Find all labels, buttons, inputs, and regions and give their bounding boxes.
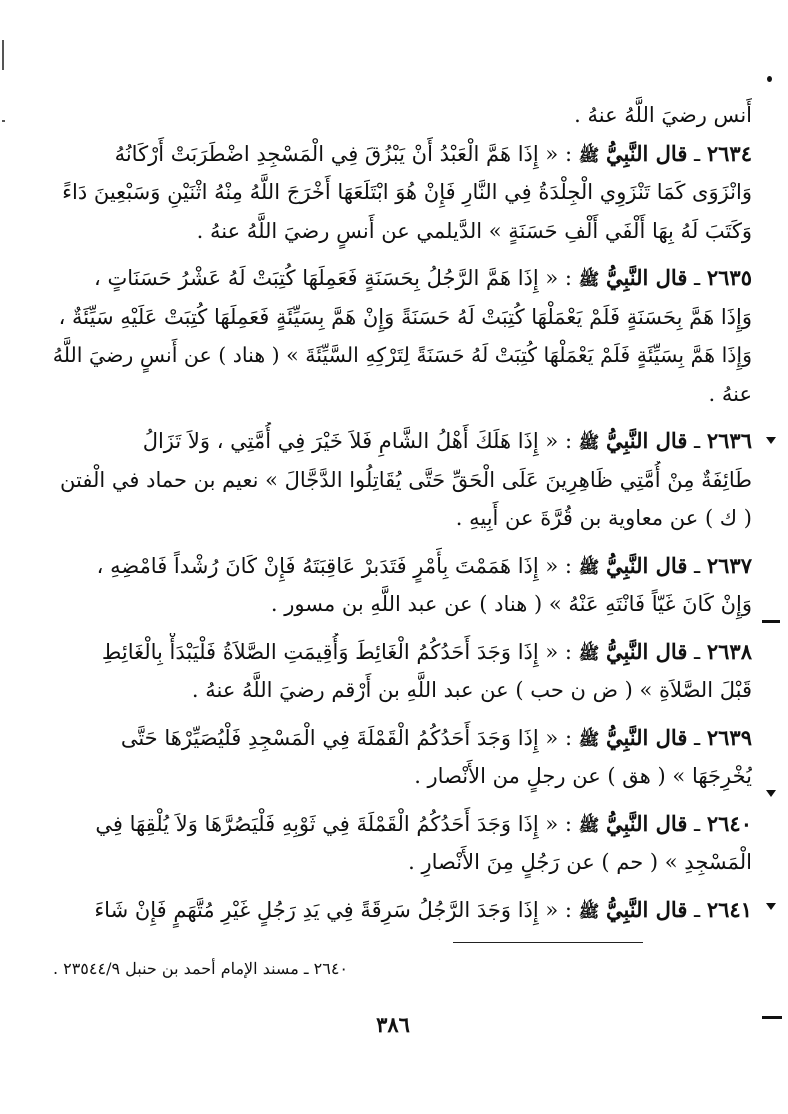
hadith-speaker: قال النَّبِيُّ — [605, 810, 688, 836]
margin-arrow-mark — [766, 903, 776, 910]
margin-arrow-mark — [766, 437, 776, 444]
intro-line: أَنس رضيَ اللَّهُ عنهُ . — [574, 103, 752, 127]
hadith-line: ٢٦٣٧ ـ قال النَّبِيُّ ﷺ : « إِذَا هَمَمْتَ بِأَمْرٍ فَتَدَبرْ عَاقِبَتَهُ فَإِنْ كَانَ رُشْداً فَامْضِهِ ، — [96, 552, 752, 578]
hadith-text: وَإِذَا هَمَّ بِحَسَنَةٍ فَلَمْ يَعْمَلْهَا كُتِبَتْ لَهُ حَسَنَةً وَإِنْ هَمَّ بِسَيِّئَةٍ فَعَمِلَهَا كُتِبَتْ عَلَيْهِ سَيِّئَةٌ ، — [58, 304, 752, 329]
hadith-speaker: قال النَّبِيُّ — [605, 896, 688, 922]
salutation-symbol: ﷺ — [578, 145, 600, 166]
hadith-speaker: قال النَّبِيُّ — [605, 265, 688, 290]
hadith-speaker: قال النَّبِيُّ — [605, 552, 688, 578]
hadith-speaker: قال النَّبِيُّ — [605, 428, 688, 453]
salutation-symbol: ﷺ — [578, 643, 600, 664]
hadith-number: ٢٦٣٩ — [706, 724, 752, 750]
scan-edge-mark — [2, 40, 4, 70]
margin-dash-mark — [762, 620, 780, 623]
hadith-line: ٢٦٣٨ ـ قال النَّبِيُّ ﷺ : « إِذَا وَجَدَ أَحَدُكُمُ الْغَائِطَ وَأُقِيمَتِ الصَّلاَةُ فَلْيَبْدَأْ بِالْغَائِطِ — [101, 638, 752, 664]
salutation-symbol: ﷺ — [578, 270, 600, 290]
hadith-line — [40, 671, 752, 710]
hadith-line — [40, 585, 752, 624]
hadith-entry — [40, 633, 752, 710]
hadith-text: وَإِنْ كَانَ غَيّاً فَانْتَهِ عَنْهُ » ( هناد ) عن عبد اللَّهِ بن مسور . — [270, 592, 752, 616]
salutation-symbol: ﷺ — [578, 901, 600, 922]
hadith-entry — [40, 135, 752, 251]
hadith-line: ٢٦٣٦ ـ قال النَّبِيُّ ﷺ : « إِذَا هَلَكَ أَهْلُ الشَّامِ فَلاَ خَيْرَ فِي أُمَّتِي ، وَلاَ تَزَالُ — [142, 428, 752, 453]
salutation-symbol: ﷺ — [578, 815, 600, 836]
hadith-number: ٢٦٤٠ — [706, 810, 752, 836]
hadith-line: ٢٦٤١ ـ قال النَّبِيُّ ﷺ : « إِذَا وَجَدَ الرَّجُلُ سَرِقَةً فِي يَدِ رَجُلٍ غَيْرِ مُتَّهَمٍ فَإِنْ شَاءَ — [94, 896, 752, 922]
margin-arrow-mark — [766, 790, 776, 797]
margin-dot-mark — [767, 76, 772, 82]
hadith-text: : « إِذَا وَجَدَ أَحَدُكُمُ الْقَمْلَةَ فِي ثَوْبِهِ فَلْيَصُرَّهَا وَلاَ يُلْقِهَا فِي — [95, 811, 573, 836]
hadith-text: وَانْزَوَى كَمَا تَنْزَوِي الْجِلْدَةُ فِي النَّارِ فَإِنْ هُوَ ابْتَلَعَهَا أَخْرَجَ اللَّهُ مِنْهُ اثْنَيْنِ وَسَبْعِينَ دَاءً — [62, 180, 752, 204]
salutation-symbol: ﷺ — [578, 433, 600, 453]
hadith-speaker: قال النَّبِيُّ — [605, 140, 688, 166]
page-number: ٣٨٦ — [376, 1012, 410, 1037]
hadith-text: : « إِذَا وَجَدَ أَحَدُكُمُ الْغَائِطَ وَأُقِيمَتِ الصَّلاَةُ فَلْيَبْدَأْ بِالْغَائِطِ — [101, 639, 573, 664]
hadith-text: : « إِذَا هَمَّ الرَّجُلُ بِحَسَنَةٍ فَعَمِلَهَا كُتِبَتْ لَهُ عَشْرُ حَسَنَاتٍ ، — [94, 266, 573, 290]
hadith-text: ( ك ) عن معاوية بن قُرَّةَ عن أَبِيهِ . — [455, 506, 752, 530]
footnote: ٢٦٤٠ ـ مسند الإمام أحمد بن حنبل ٢٣٥٤٤/٩ . — [52, 959, 348, 978]
hadith-number: ٢٦٣٦ — [706, 428, 752, 453]
hadith-text: : « إِذَا هَلَكَ أَهْلُ الشَّامِ فَلاَ خَيْرَ فِي أُمَّتِي ، وَلاَ تَزَالُ — [142, 429, 573, 453]
hadith-line — [40, 298, 752, 337]
hadith-text: عنهُ . — [708, 381, 752, 406]
hadith-text: قَبْلَ الصَّلاَةِ » ( ض ن حب ) عن عبد اللَّهِ بن أَرْقم رضيَ اللَّهُ عنهُ . — [191, 678, 752, 702]
hadith-text: طَائِفَةٌ مِنْ أُمَّتِي ظَاهِرِينَ عَلَى الْحَقِّ حَتَّى يُقَاتِلُوا الدَّجَّالَ » نعيم بن حماد في الْفتن — [60, 467, 752, 492]
hadith-text: : « إِذَا هَمَمْتَ بِأَمْرٍ فَتَدَبرْ عَاقِبَتَهُ فَإِنْ كَانَ رُشْداً فَامْضِهِ ، — [96, 553, 573, 578]
hadith-text: يُخْرِجَهَا » ( هق ) عن رجلٍ من الأَنْصار . — [414, 764, 752, 788]
hadith-text: : « إِذَا وَجَدَ أَحَدُكُمُ الْقَمْلَةَ فِي الْمَسْجِدِ فَلْيُصَيِّرْهَا حَتَّى — [120, 725, 573, 750]
hadith-entry — [40, 805, 752, 882]
salutation-symbol: ﷺ — [578, 729, 600, 750]
hadith-line: ٢٦٣٩ ـ قال النَّبِيُّ ﷺ : « إِذَا وَجَدَ أَحَدُكُمُ الْقَمْلَةَ فِي الْمَسْجِدِ فَلْيُصَيِّرْهَا حَتَّى — [120, 724, 752, 750]
hadith-line — [40, 212, 752, 251]
hadith-entry — [40, 547, 752, 624]
hadith-line: ٢٦٣٥ ـ قال النَّبِيُّ ﷺ : « إِذَا هَمَّ الرَّجُلُ بِحَسَنَةٍ فَعَمِلَهَا كُتِبَتْ لَهُ عَشْرُ حَسَنَاتٍ ، — [94, 265, 752, 290]
footnote-rule — [453, 942, 643, 943]
hadith-line — [40, 757, 752, 796]
hadith-text: الْمَسْجِدِ » ( حم ) عن رَجُلٍ مِنَ الأَنْصارِ . — [408, 850, 752, 874]
hadith-line: ٢٦٤٠ ـ قال النَّبِيُّ ﷺ : « إِذَا وَجَدَ أَحَدُكُمُ الْقَمْلَةَ فِي ثَوْبِهِ فَلْيَصُرَّهَا وَلاَ يُلْقِهَا فِي — [95, 810, 752, 836]
hadith-text: : « إِذَا وَجَدَ الرَّجُلُ سَرِقَةً فِي يَدِ رَجُلٍ غَيْرِ مُتَّهَمٍ فَإِنْ شَاءَ — [94, 897, 573, 922]
scan-edge-mark — [2, 120, 5, 122]
hadith-number: ٢٦٣٨ — [706, 638, 752, 664]
hadith-number: ٢٦٣٧ — [706, 552, 752, 578]
hadith-number: ٢٦٣٤ — [706, 140, 752, 166]
hadith-line — [40, 173, 752, 212]
page-body — [40, 96, 752, 929]
hadith-list — [40, 135, 752, 930]
hadith-text: : « إِذَا هَمَّ الْعَبْدُ أَنْ يَبْزُقَ فِي الْمَسْجِدِ اضْطَرَبَتْ أَرْكَانُهُ — [114, 141, 573, 166]
hadith-speaker: قال النَّبِيُّ — [605, 638, 688, 664]
hadith-line — [40, 499, 752, 538]
hadith-text: وَكَتَبَ لَهُ بِهَا أَلْفَي أَلْفِ حَسَنَةٍ » الدَّيلمي عن أَنسٍ رضيَ اللَّهُ عنهُ . — [196, 218, 752, 243]
hadith-entry — [40, 422, 752, 538]
hadith-text: وَإِذَا هَمَّ بِسَيِّئَةٍ فَلَمْ يَعْمَلْهَا كُتِبَتْ لَهُ حَسَنَةً لِتَرْكِهِ السَّيِّئَةَ » ( هناد ) عن أَنسٍ رضيَ اللَّهُ — [52, 343, 752, 367]
margin-dash-mark — [762, 1016, 782, 1019]
hadith-line — [40, 461, 752, 500]
hadith-line — [40, 843, 752, 882]
hadith-number: ٢٦٣٥ — [706, 265, 752, 290]
hadith-number: ٢٦٤١ — [706, 896, 752, 922]
hadith-entry — [40, 891, 752, 930]
hadith-line — [40, 336, 752, 375]
hadith-line: ٢٦٣٤ ـ قال النَّبِيُّ ﷺ : « إِذَا هَمَّ الْعَبْدُ أَنْ يَبْزُقَ فِي الْمَسْجِدِ اضْطَرَبَتْ أَرْكَانُهُ — [114, 140, 752, 166]
salutation-symbol: ﷺ — [578, 557, 600, 578]
hadith-speaker: قال النَّبِيُّ — [605, 724, 688, 750]
hadith-line — [40, 375, 752, 414]
hadith-entry — [40, 719, 752, 796]
hadith-entry — [40, 259, 752, 413]
